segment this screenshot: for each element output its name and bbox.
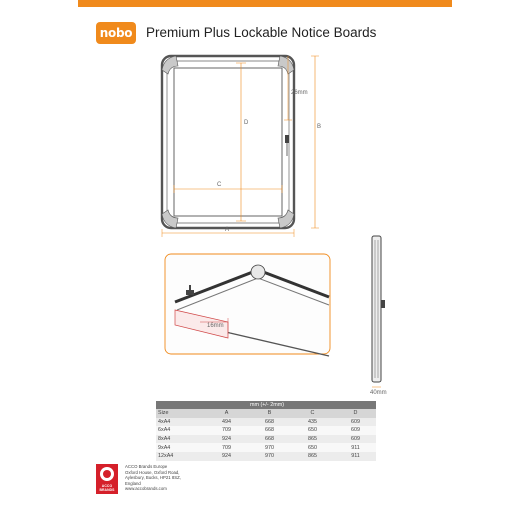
table-cell: 911 — [333, 452, 376, 461]
table-cell: 709 — [204, 443, 247, 452]
lock-icon — [285, 135, 289, 143]
company-address — [125, 464, 181, 492]
website-link[interactable]: www.accobrands.com — [125, 486, 167, 492]
address-line: Aylesbury, Bucks, HP21 8SZ, — [125, 475, 181, 481]
side-profile — [372, 236, 381, 382]
dimension-label-c: C — [217, 182, 222, 188]
dimension-label-a: A — [225, 227, 230, 233]
table-unit-row — [156, 401, 376, 409]
table-cell: 865 — [290, 452, 333, 461]
detail-frame — [165, 254, 330, 354]
table-row — [156, 443, 376, 452]
side-lock-icon — [381, 300, 385, 308]
table-cell: 650 — [290, 426, 333, 435]
table-unit-label: mm (+/- 2mm) — [156, 401, 376, 409]
table-cell: 668 — [247, 435, 290, 444]
table-cell: 709 — [204, 426, 247, 435]
table-row — [156, 452, 376, 461]
detail-corner-cap — [251, 265, 265, 279]
table-cell: 4xA4 — [156, 418, 204, 427]
dimension-label-top-offset: 26mm — [291, 90, 308, 96]
table-cell: 609 — [333, 426, 376, 435]
dimension-lines — [162, 56, 321, 237]
column-header-a: A — [204, 409, 247, 418]
table-cell: 924 — [204, 452, 247, 461]
table-row — [156, 426, 376, 435]
acco-brands-logo — [96, 464, 118, 494]
table-cell: 9xA4 — [156, 443, 204, 452]
table-cell: 970 — [247, 443, 290, 452]
side-view — [370, 236, 387, 396]
table-cell: 865 — [290, 435, 333, 444]
table-row — [156, 435, 376, 444]
board-outer-frame — [162, 56, 294, 228]
table-cell: 911 — [333, 443, 376, 452]
detail-callout — [165, 254, 330, 356]
page-title: Premium Plus Lockable Notice Boards — [146, 25, 377, 40]
address-line: England — [125, 480, 141, 486]
address-line: ACCO Brands Europe — [125, 464, 168, 469]
table-row — [156, 418, 376, 427]
table-cell: 609 — [333, 418, 376, 427]
table-cell: 668 — [247, 426, 290, 435]
table-cell: 970 — [247, 452, 290, 461]
front-view — [162, 56, 294, 228]
board-cork-area — [174, 68, 282, 216]
table-cell: 6xA4 — [156, 426, 204, 435]
board-frame-inner-edge — [167, 61, 289, 223]
acco-logo-mark — [100, 467, 114, 481]
dimension-label-d: D — [244, 120, 249, 126]
table-cell: 609 — [333, 435, 376, 444]
table-cell: 650 — [290, 443, 333, 452]
column-header-b: B — [247, 409, 290, 418]
dimension-label-depth: 16mm — [207, 323, 224, 329]
column-header-c: C — [290, 409, 333, 418]
table-cell: 435 — [290, 418, 333, 427]
dimension-label-side-depth: 40mm — [370, 390, 387, 396]
table-cell: 668 — [247, 418, 290, 427]
table-cell: 8xA4 — [156, 435, 204, 444]
nobo-logo-text: nobo — [99, 26, 133, 40]
dimension-label-b: B — [317, 124, 322, 130]
table-cell: 12xA4 — [156, 452, 204, 461]
table-header-row — [156, 409, 376, 418]
table-cell: 924 — [204, 435, 247, 444]
table-cell: 494 — [204, 418, 247, 427]
column-header-size: Size — [156, 409, 204, 418]
column-header-d: D — [333, 409, 376, 418]
address-line: Oxford House, Oxford Road, — [125, 469, 180, 475]
dimensions-table — [156, 401, 376, 461]
acco-logo-text: ACCO BRANDS — [99, 484, 115, 492]
